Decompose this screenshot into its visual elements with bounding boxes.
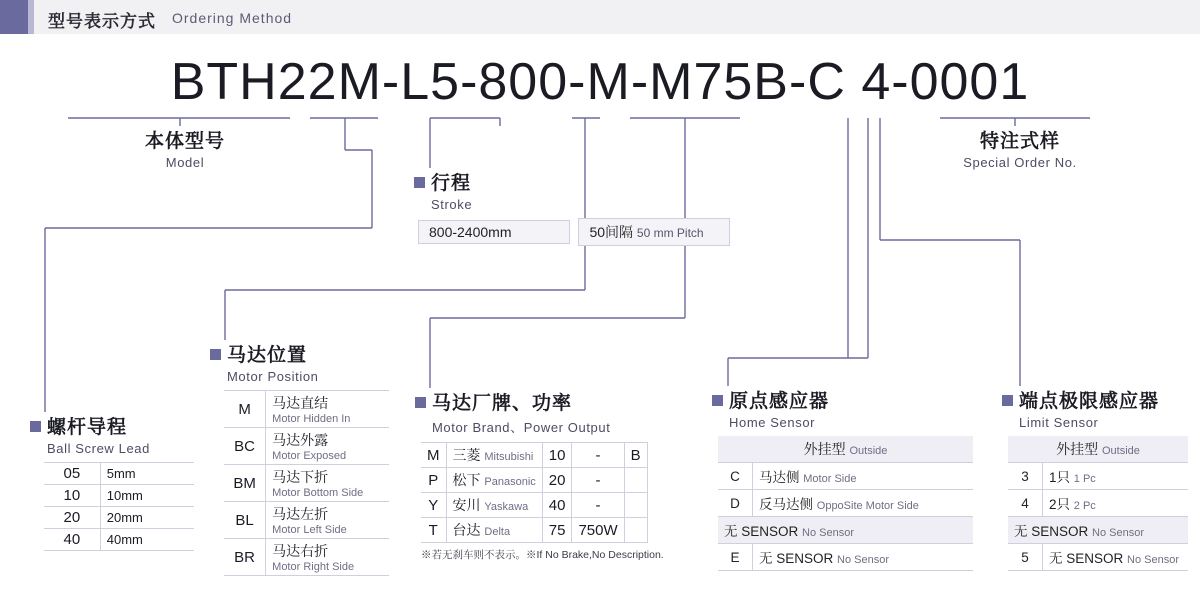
brand-cn: 松下 bbox=[452, 472, 485, 488]
page-title-en: Ordering Method bbox=[172, 10, 293, 26]
stroke-pitch bbox=[578, 218, 730, 246]
sensor-head-cn: 外挂型 bbox=[803, 441, 850, 457]
code-sep-5: - bbox=[788, 53, 808, 111]
table-row bbox=[1008, 490, 1188, 517]
sensor-cn: 无 SENSOR bbox=[1049, 551, 1128, 566]
brand-code: Y bbox=[421, 493, 446, 518]
sensor-head bbox=[718, 436, 973, 463]
motor-position-code: BC bbox=[224, 428, 266, 465]
table-row bbox=[224, 428, 389, 465]
code-sep-1: - bbox=[381, 53, 401, 111]
sensor-cn: 无 SENSOR bbox=[1014, 524, 1093, 539]
brake-code bbox=[624, 518, 647, 543]
sensor-cn: 无 SENSOR bbox=[759, 551, 838, 566]
ballscrew-label-en: Ball Screw Lead bbox=[47, 441, 150, 456]
power-watt: - bbox=[572, 443, 624, 468]
code-sep-2: - bbox=[460, 53, 479, 111]
sensor-en: 1 Pc bbox=[1073, 473, 1096, 485]
sensor-code: 3 bbox=[1008, 463, 1043, 490]
sensor-row bbox=[718, 517, 973, 544]
sensor-desc bbox=[753, 544, 974, 571]
table-row bbox=[224, 539, 389, 576]
sensor-cn: 马达侧 bbox=[759, 470, 804, 485]
power-code: 20 bbox=[542, 468, 572, 493]
motor-position-cn: 马达直结 bbox=[272, 395, 329, 411]
brand-cn: 三菱 bbox=[452, 447, 485, 463]
brand-en: Yaskawa bbox=[484, 501, 529, 513]
table-row bbox=[44, 485, 194, 507]
table-row bbox=[1008, 544, 1188, 571]
motor-position-en: Motor Left Side bbox=[272, 524, 347, 536]
sensor-desc bbox=[753, 463, 974, 490]
sensor-en: No Sensor bbox=[837, 554, 889, 566]
table-row bbox=[44, 529, 194, 551]
ordering-code bbox=[0, 52, 1200, 112]
stroke-range: 800-2400mm bbox=[418, 220, 570, 244]
bullet-square-icon bbox=[30, 421, 41, 432]
table-row bbox=[1008, 517, 1188, 544]
code-sep-4: - bbox=[630, 53, 650, 111]
motor-position-label-cn: 马达位置 bbox=[227, 345, 308, 366]
brand-en: Delta bbox=[484, 526, 511, 538]
table-row bbox=[718, 463, 973, 490]
table-row bbox=[224, 465, 389, 502]
lead-code: 20 bbox=[44, 507, 100, 529]
motor-position-desc bbox=[266, 428, 389, 465]
limit-sensor-label-en: Limit Sensor bbox=[1019, 415, 1099, 430]
motor-brand-label-en: Motor Brand、Power Output bbox=[432, 420, 611, 435]
motor-position-desc bbox=[266, 539, 389, 576]
table-row bbox=[718, 517, 973, 544]
table-row bbox=[44, 463, 194, 485]
brand-desc bbox=[446, 443, 542, 468]
code-part-motor-brand: M75B bbox=[649, 53, 789, 111]
home-sensor-label-en: Home Sensor bbox=[729, 415, 816, 430]
bullet-square-icon bbox=[712, 395, 723, 406]
motor-position-en: Motor Right Side bbox=[272, 561, 355, 573]
block-motor-brand bbox=[415, 388, 664, 562]
sensor-cn: 反马达侧 bbox=[759, 497, 817, 512]
power-watt: - bbox=[572, 468, 624, 493]
code-part-special: 0001 bbox=[909, 53, 1030, 111]
lead-code: 10 bbox=[44, 485, 100, 507]
sensor-code: 5 bbox=[1008, 544, 1043, 571]
page-header bbox=[0, 0, 1200, 35]
brand-en: Mitsubishi bbox=[484, 451, 534, 463]
brand-cn: 台达 bbox=[452, 522, 485, 538]
code-part-lead: L5 bbox=[400, 53, 461, 111]
special-order-label-en: Special Order No. bbox=[963, 155, 1077, 170]
sensor-head-cn: 外挂型 bbox=[1056, 441, 1102, 457]
home-sensor-label-cn: 原点感应器 bbox=[729, 391, 830, 412]
brand-desc bbox=[446, 493, 542, 518]
motor-position-code: BL bbox=[224, 502, 266, 539]
block-home-sensor bbox=[712, 386, 973, 571]
sensor-row bbox=[1008, 517, 1188, 544]
brand-code: T bbox=[421, 518, 446, 543]
sensor-head-en: Outside bbox=[1101, 445, 1140, 457]
block-limit-sensor bbox=[1002, 386, 1188, 571]
sensor-desc bbox=[1043, 544, 1189, 571]
table-header-row bbox=[718, 436, 973, 463]
table-row bbox=[224, 391, 389, 428]
lead-value: 10mm bbox=[100, 485, 194, 507]
motor-position-code: M bbox=[224, 391, 266, 428]
brand-cn: 安川 bbox=[452, 497, 485, 513]
table-row bbox=[421, 443, 647, 468]
stroke-pitch-en: 50 mm Pitch bbox=[636, 226, 704, 240]
motor-brand-note: ※若无刹车则不表示。※If No Brake,No Description. bbox=[421, 549, 664, 561]
table-row bbox=[718, 490, 973, 517]
table-row bbox=[421, 493, 647, 518]
motor-position-label-en: Motor Position bbox=[227, 369, 319, 384]
block-special-order bbox=[940, 126, 1100, 170]
power-watt: 750W bbox=[572, 518, 624, 543]
table-row bbox=[718, 544, 973, 571]
motor-position-cn: 马达左折 bbox=[272, 506, 329, 522]
motor-position-desc bbox=[266, 391, 389, 428]
sensor-en: Motor Side bbox=[803, 473, 857, 485]
motor-brand-label-cn: 马达厂牌、功率 bbox=[432, 393, 573, 414]
brake-code bbox=[624, 493, 647, 518]
table-header-row bbox=[1008, 436, 1188, 463]
limit-sensor-table bbox=[1008, 436, 1188, 571]
table-row bbox=[44, 507, 194, 529]
brake-code bbox=[624, 468, 647, 493]
ballscrew-label-cn: 螺杆导程 bbox=[47, 417, 128, 438]
motor-position-en: Motor Exposed bbox=[272, 450, 347, 462]
sensor-code: C bbox=[718, 463, 753, 490]
code-part-model: BTH22M bbox=[170, 53, 382, 111]
special-order-label-cn: 特注式样 bbox=[979, 131, 1060, 152]
sensor-en: OppoSite Motor Side bbox=[816, 500, 919, 512]
code-sep-3: - bbox=[568, 53, 587, 111]
motor-position-table bbox=[224, 390, 389, 576]
stroke-label-cn: 行程 bbox=[431, 173, 472, 194]
sensor-head-en: Outside bbox=[849, 445, 888, 457]
sensor-desc bbox=[1043, 490, 1189, 517]
stroke-pitch-cn: 50间隔 bbox=[589, 224, 634, 240]
block-motor-position bbox=[210, 340, 389, 576]
bullet-square-icon bbox=[414, 177, 425, 188]
block-stroke bbox=[414, 168, 730, 246]
sensor-desc bbox=[1043, 463, 1189, 490]
table-row bbox=[1008, 463, 1188, 490]
sensor-en: No Sensor bbox=[1092, 527, 1144, 539]
limit-sensor-label-cn: 端点极限感应器 bbox=[1019, 391, 1160, 412]
sensor-desc bbox=[753, 490, 974, 517]
bullet-square-icon bbox=[210, 349, 221, 360]
model-label-en: Model bbox=[165, 155, 205, 170]
lead-code: 40 bbox=[44, 529, 100, 551]
sensor-cn: 2只 bbox=[1049, 497, 1074, 512]
code-part-motor-position: M bbox=[586, 53, 631, 111]
motor-position-code: BM bbox=[224, 465, 266, 502]
lead-value: 40mm bbox=[100, 529, 194, 551]
brand-en: Panasonic bbox=[484, 476, 536, 488]
block-model bbox=[110, 126, 260, 170]
table-row bbox=[421, 468, 647, 493]
sensor-code: 4 bbox=[1008, 490, 1043, 517]
stroke-label-en: Stroke bbox=[431, 197, 473, 212]
sensor-code: E bbox=[718, 544, 753, 571]
power-code: 10 bbox=[542, 443, 572, 468]
bullet-square-icon bbox=[415, 397, 426, 408]
brand-code: M bbox=[421, 443, 446, 468]
power-watt: - bbox=[572, 493, 624, 518]
lead-value: 5mm bbox=[100, 463, 194, 485]
motor-position-desc bbox=[266, 465, 389, 502]
ballscrew-table bbox=[44, 462, 194, 551]
motor-position-code: BR bbox=[224, 539, 266, 576]
bullet-square-icon bbox=[1002, 395, 1013, 406]
code-part-sensors: C 4 bbox=[807, 53, 892, 111]
page-title-cn: 型号表示方式 bbox=[48, 12, 156, 31]
sensor-cn: 1只 bbox=[1049, 470, 1074, 485]
brand-code: P bbox=[421, 468, 446, 493]
brake-code: B bbox=[624, 443, 647, 468]
sensor-en: 2 Pc bbox=[1073, 500, 1096, 512]
power-code: 40 bbox=[542, 493, 572, 518]
block-ball-screw-lead bbox=[30, 412, 194, 551]
code-part-stroke: 800 bbox=[478, 53, 569, 111]
header-accent-bar-light bbox=[28, 0, 34, 34]
sensor-head bbox=[1008, 436, 1188, 463]
motor-position-cn: 马达下折 bbox=[272, 469, 329, 485]
motor-position-en: Motor Bottom Side bbox=[272, 487, 364, 499]
code-sep-6: - bbox=[891, 53, 910, 111]
lead-code: 05 bbox=[44, 463, 100, 485]
brand-desc bbox=[446, 468, 542, 493]
motor-position-cn: 马达外露 bbox=[272, 432, 329, 448]
sensor-en: No Sensor bbox=[1127, 554, 1179, 566]
header-accent-bar bbox=[0, 0, 28, 34]
motor-position-en: Motor Hidden In bbox=[272, 413, 351, 425]
motor-brand-table bbox=[421, 442, 648, 543]
motor-position-cn: 马达右折 bbox=[272, 543, 329, 559]
sensor-code: D bbox=[718, 490, 753, 517]
brand-desc bbox=[446, 518, 542, 543]
sensor-en: No Sensor bbox=[802, 527, 854, 539]
table-row bbox=[224, 502, 389, 539]
sensor-cn: 无 SENSOR bbox=[724, 524, 803, 539]
motor-position-desc bbox=[266, 502, 389, 539]
table-row bbox=[421, 518, 647, 543]
home-sensor-table bbox=[718, 436, 973, 571]
power-code: 75 bbox=[542, 518, 572, 543]
lead-value: 20mm bbox=[100, 507, 194, 529]
model-label-cn: 本体型号 bbox=[144, 131, 225, 152]
